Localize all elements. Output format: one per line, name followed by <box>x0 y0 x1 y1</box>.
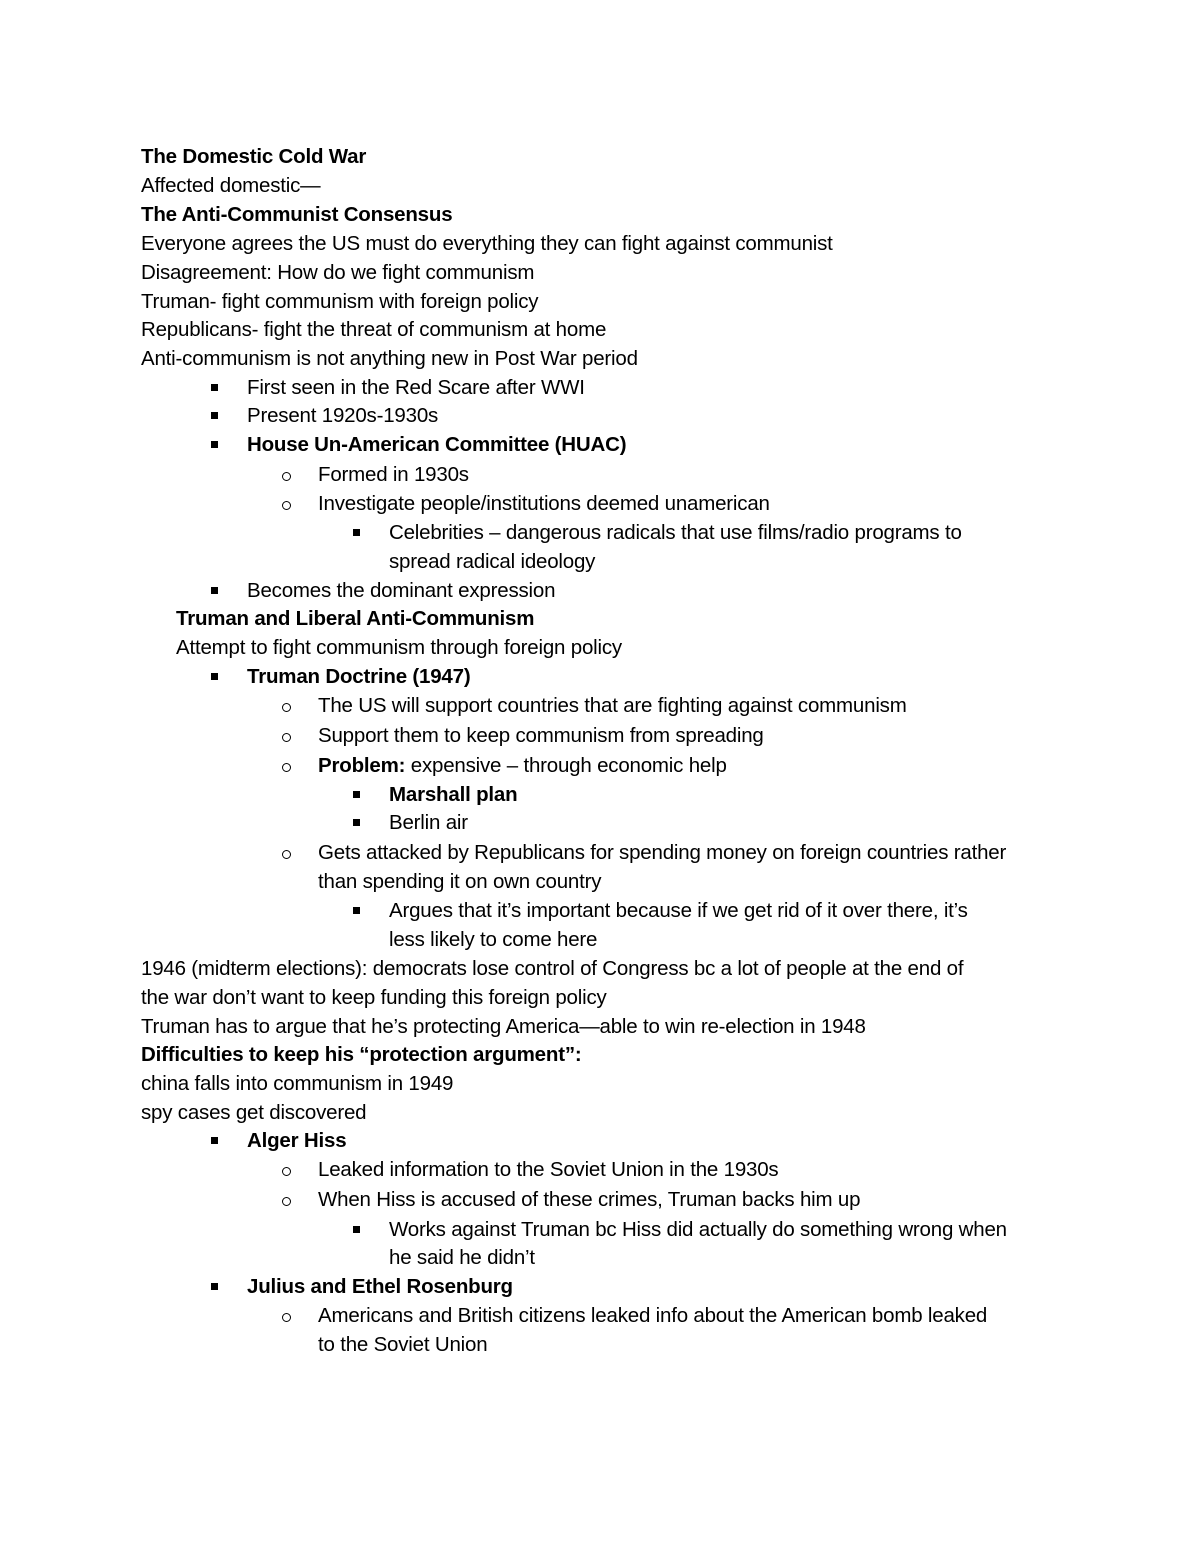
list-item-continued: less likely to come here <box>389 928 598 951</box>
consensus-heading: The Anti-Communist Consensus <box>141 203 453 226</box>
list-item: Support them to keep communism from spreading <box>318 724 764 747</box>
square-bullet-icon <box>211 1272 223 1301</box>
china-line: china falls into communism in 1949 <box>141 1072 454 1095</box>
list-item: Argues that it’s important because if we get rid of it over there, it’s <box>389 899 968 922</box>
list-item: Marshall plan <box>389 783 518 806</box>
list-item-continued: he said he didn’t <box>389 1246 535 1269</box>
list-item-continued: spread radical ideology <box>389 550 596 573</box>
list-item: Formed in 1930s <box>318 463 469 486</box>
spy-line: spy cases get discovered <box>141 1101 367 1124</box>
circle-bullet-icon <box>282 1185 296 1214</box>
list-item: Works against Truman bc Hiss did actually do something wrong when <box>389 1218 1007 1241</box>
disagreement-line: Disagreement: How do we fight communism <box>141 261 535 284</box>
square-bullet-icon <box>211 1126 223 1155</box>
list-item: Present 1920s-1930s <box>247 404 439 427</box>
square-bullet-icon <box>353 518 365 547</box>
liberal-heading: Truman and Liberal Anti-Communism <box>176 607 535 630</box>
circle-bullet-icon <box>282 460 296 489</box>
not-new-line: Anti-communism is not anything new in Post War period <box>141 347 638 370</box>
list-item: Americans and British citizens leaked info about the American bomb leaked <box>318 1304 988 1327</box>
list-item-continued: to the Soviet Union <box>318 1333 488 1356</box>
square-bullet-icon <box>353 808 365 837</box>
list-item: Investigate people/institutions deemed unamerican <box>318 492 770 515</box>
reelection-line: Truman has to argue that he’s protecting America—able to win re-election in 1948 <box>141 1015 866 1038</box>
list-item: Berlin air <box>389 811 468 834</box>
square-bullet-icon <box>211 662 223 691</box>
list-item: When Hiss is accused of these crimes, Truman backs him up <box>318 1188 861 1211</box>
list-item: Julius and Ethel Rosenburg <box>247 1275 513 1298</box>
republicans-line: Republicans- fight the threat of communism at home <box>141 318 607 341</box>
circle-bullet-icon <box>282 691 296 720</box>
list-item: Alger Hiss <box>247 1129 347 1152</box>
list-item: The US will support countries that are fighting against communism <box>318 694 907 717</box>
circle-bullet-icon <box>282 1301 296 1330</box>
circle-bullet-icon <box>282 751 296 780</box>
everyone-line: Everyone agrees the US must do everything they can fight against communist <box>141 232 833 255</box>
square-bullet-icon <box>211 401 223 430</box>
elections-line: 1946 (midterm elections): democrats lose control of Congress bc a lot of people at the end of <box>141 957 964 980</box>
elections-line-continued: the war don’t want to keep funding this foreign policy <box>141 986 607 1009</box>
square-bullet-icon <box>211 373 223 402</box>
list-item: House Un-American Committee (HUAC) <box>247 433 627 456</box>
list-item: Becomes the dominant expression <box>247 579 556 602</box>
list-item <box>318 751 727 780</box>
square-bullet-icon <box>353 780 365 809</box>
square-bullet-icon <box>211 430 223 459</box>
difficulties-heading: Difficulties to keep his “protection argument”: <box>141 1043 582 1066</box>
list-item: Celebrities – dangerous radicals that use films/radio programs to <box>389 521 962 544</box>
circle-bullet-icon <box>282 721 296 750</box>
square-bullet-icon <box>353 896 365 925</box>
list-item: Leaked information to the Soviet Union in the 1930s <box>318 1158 779 1181</box>
problem-label: Problem: <box>318 754 406 777</box>
problem-text: expensive – through economic help <box>405 754 727 777</box>
square-bullet-icon <box>211 576 223 605</box>
square-bullet-icon <box>353 1215 365 1244</box>
document-title: The Domestic Cold War <box>141 145 367 168</box>
list-item: First seen in the Red Scare after WWI <box>247 376 585 399</box>
circle-bullet-icon <box>282 838 296 867</box>
affected-line: Affected domestic— <box>141 174 321 197</box>
circle-bullet-icon <box>282 489 296 518</box>
list-item: Truman Doctrine (1947) <box>247 665 471 688</box>
list-item: Gets attacked by Republicans for spending money on foreign countries rather <box>318 841 1007 864</box>
circle-bullet-icon <box>282 1155 296 1184</box>
list-item-continued: than spending it on own country <box>318 870 602 893</box>
truman-line: Truman- fight communism with foreign policy <box>141 290 539 313</box>
attempt-line: Attempt to fight communism through foreign policy <box>176 636 622 659</box>
